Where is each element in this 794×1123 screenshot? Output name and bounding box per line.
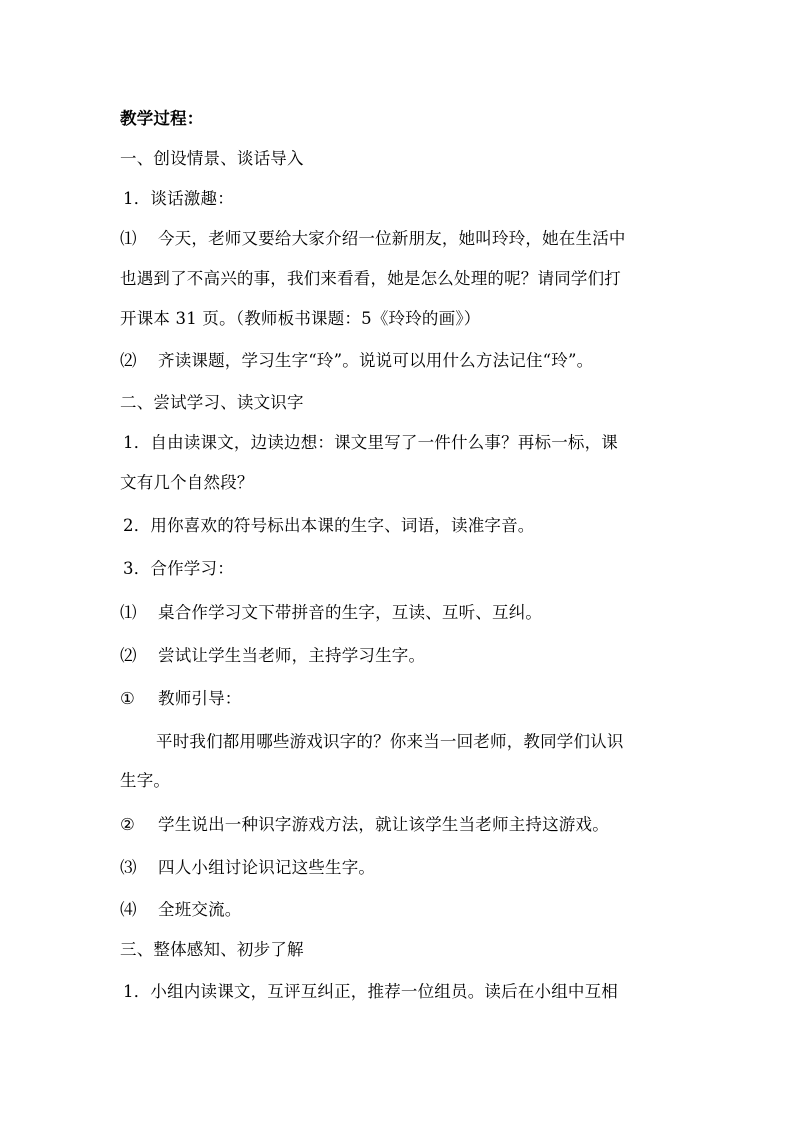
list-item: 1．自由读课文，边读边想：课文里写了一件什么事？再标一标，课 [123,433,618,452]
paragraph-text: 开课本 31 页。（教师板书课题：5《玲玲的画》） [120,309,481,328]
paragraph-text: 尝试让学生当老师，主持学习生字。 [158,646,426,665]
paragraph-item [120,228,680,250]
list-marker: ⑵ [120,351,137,370]
paragraph-item [120,645,680,667]
list-marker: ⑶ [120,858,137,877]
list-item: 2．用你喜欢的符号标出本课的生字、词语，读准字音。 [123,516,535,535]
paragraph-text: 平时我们都用哪些游戏识字的？你来当一回老师，教同学们认识 [156,732,624,751]
paragraph-text: 学生说出一种识字游戏方法，就让该学生当老师主持这游戏。 [158,815,609,834]
paragraph-text: 也遇到了不高兴的事，我们来看看，她是怎么处理的呢？请同学们打 [120,269,621,288]
paragraph-text: 教师引导： [158,689,242,708]
page-title: 教学过程： [120,109,204,128]
paragraph-item [120,899,680,921]
paragraph-text: 桌合作学习文下带拼音的生字，互读、互听、互纠。 [158,603,543,622]
list-item: 3．合作学习： [123,559,234,578]
list-marker: ⑴ [120,229,137,248]
paragraph-item [120,602,680,624]
list-marker: ⑴ [120,603,137,622]
list-item: 1．谈话激趣： [123,189,234,208]
list-marker: ② [120,815,135,834]
paragraph-text: 今天，老师又要给大家介绍一位新朋友，她叫玲玲，她在生活中 [158,229,626,248]
paragraph-text: 文有几个自然段？ [120,473,254,492]
paragraph-text: 四人小组讨论识记这些生字。 [158,858,376,877]
paragraph-item [120,814,680,836]
section-heading-3: 三、整体感知、初步了解 [120,940,304,959]
list-marker: ⑵ [120,646,137,665]
list-item: 1．小组内读课文，互评互纠正，推荐一位组员。读后在小组中互相 [123,982,618,1001]
paragraph-text: 齐读课题，学习生字“玲”。说说可以用什么方法记住“玲”。 [158,351,594,370]
paragraph-item [120,688,680,710]
section-heading-2: 二、尝试学习、读文识字 [120,393,304,412]
paragraph-text: 全班交流。 [158,900,242,919]
list-marker: ⑷ [120,900,137,919]
paragraph-item [120,350,680,372]
paragraph-text: 生字。 [120,771,171,790]
list-marker: ① [120,689,135,708]
paragraph-item [120,857,680,879]
section-heading-1: 一、创设情景、谈话导入 [120,149,304,168]
